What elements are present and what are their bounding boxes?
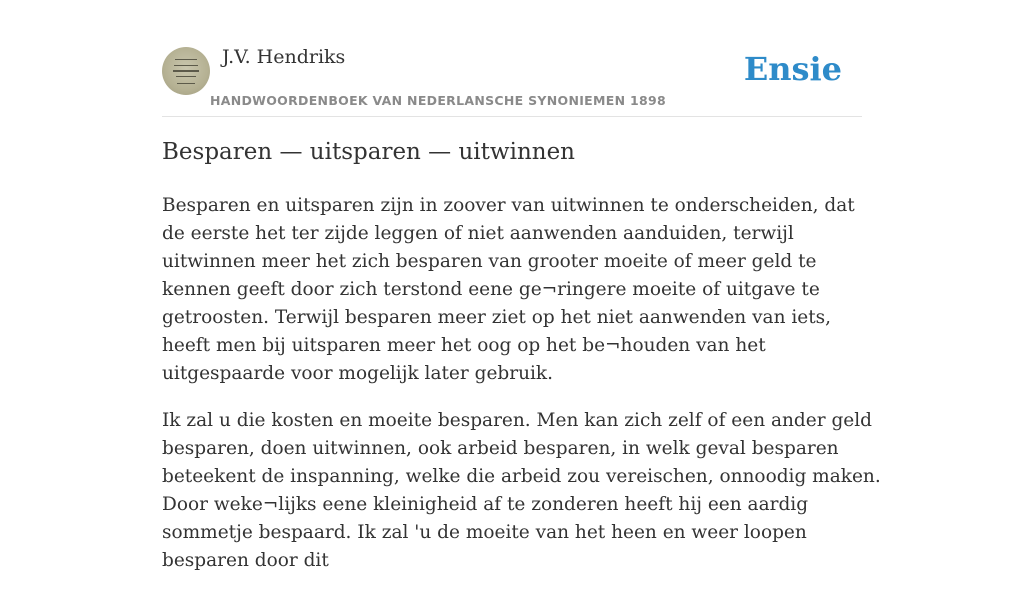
avatar[interactable]	[162, 47, 210, 95]
author-name[interactable]: J.V. Hendriks	[222, 46, 346, 68]
header	[162, 44, 862, 117]
source-title[interactable]: HANDWOORDENBOEK VAN NEDERLANSCHE SYNONIEMEN 1898	[210, 93, 667, 108]
site-logo[interactable]: Ensie	[743, 50, 842, 88]
page-title: Besparen — uitsparen — uitwinnen	[162, 139, 575, 165]
article-body	[162, 192, 882, 594]
paragraph: Ik zal u die kosten en moeite besparen. Men kan zich zelf of een ander geld besparen, doen uitwinnen, ook arbeid besparen, in welk geval besparen beteekent de inspanning, welke die arbeid zou vereischen, onnoodig maken. Door weke¬lijks eene kleinigheid af te zonderen heeft hij een aardig sommetje bespaard. Ik zal 'u de moeite van het heen en weer loopen besparen door dit	[162, 410, 881, 571]
paragraph: Besparen en uitsparen zijn in zoover van uitwinnen te onderscheiden, dat de eerste het ter zijde leggen of niet aanwenden aanduiden, terwijl uitwinnen meer het zich besparen van grooter moeite of meer geld te kennen geeft door zich terstond eene ge¬ringere moeite of uitgave te getroosten. Terwijl besparen meer ziet op het niet aanwenden van iets, heeft men bij uitsparen meer het oog op het be¬houden van het uitgespaarde voor mogelijk later gebruik.	[162, 195, 855, 384]
